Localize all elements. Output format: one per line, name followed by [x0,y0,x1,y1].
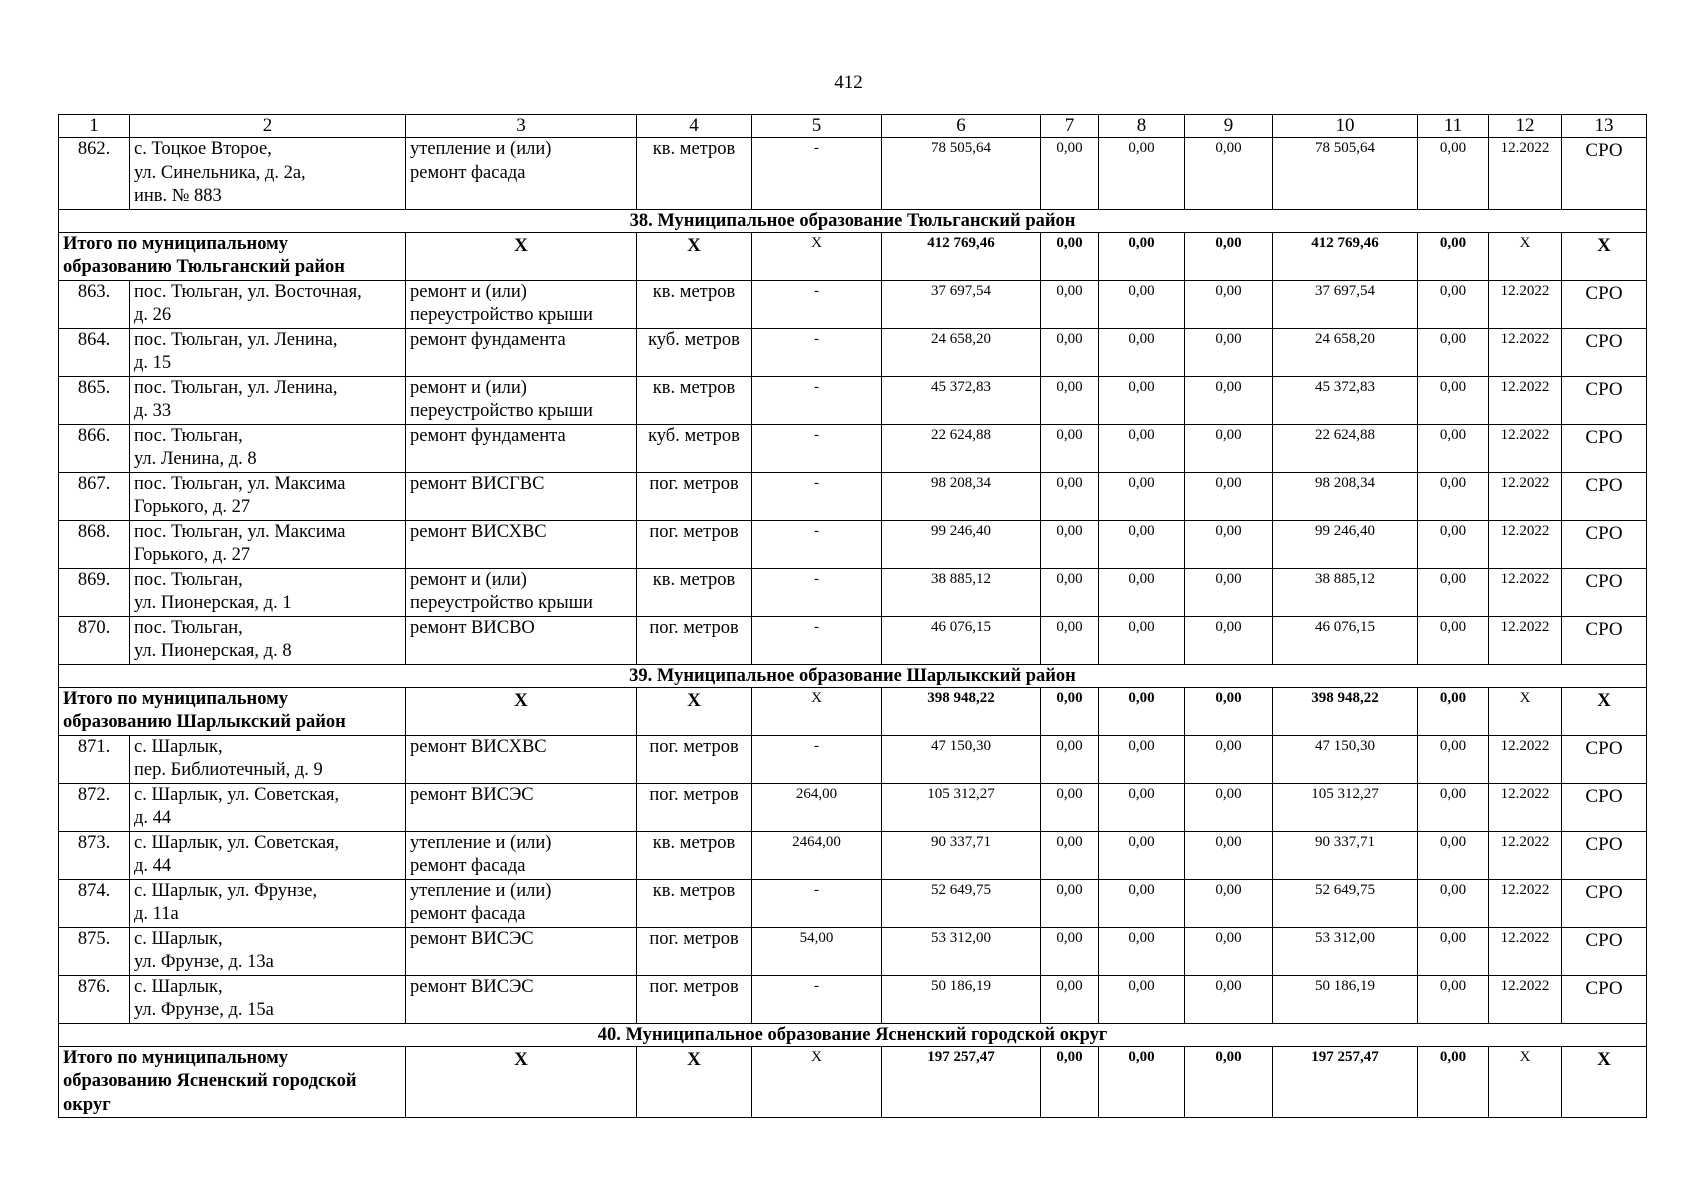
address-cell: с. Шарлык, ул. Фрунзе, д. 13а [130,927,406,975]
unit-cell: пог. метров [637,927,752,975]
quantity-cell: - [752,616,882,664]
quantity-cell: - [752,138,882,210]
completion-date-cell: 12.2022 [1489,328,1562,376]
column-number-8: 8 [1099,115,1185,138]
column-number-9: 9 [1185,115,1273,138]
total-col13: X [1562,687,1647,735]
total-cost-cell: 38 885,12 [882,568,1041,616]
completion-date-cell: 12.2022 [1489,472,1562,520]
column-number-12: 12 [1489,115,1562,138]
col9-cell: 0,00 [1185,328,1273,376]
total-label: Итого по муниципальному образованию Ясненский городской округ [59,1046,406,1118]
col9-cell: 0,00 [1185,568,1273,616]
col9-cell: 0,00 [1185,138,1273,210]
col10-cell: 105 312,27 [1273,783,1418,831]
column-number-row [59,115,1647,138]
col8-cell: 0,00 [1099,328,1185,376]
table-row [59,520,1647,568]
col10-cell: 50 186,19 [1273,975,1418,1023]
col9-cell: 0,00 [1185,616,1273,664]
unit-cell: пог. метров [637,472,752,520]
col10-cell: 98 208,34 [1273,472,1418,520]
total-col7: 0,00 [1041,232,1099,280]
col9-cell: 0,00 [1185,783,1273,831]
column-number-1: 1 [59,115,130,138]
quantity-cell: - [752,328,882,376]
address-cell: с. Шарлык, ул. Фрунзе, д. 15а [130,975,406,1023]
work-type-cell: ремонт ВИСЭС [406,975,637,1023]
col9-cell: 0,00 [1185,520,1273,568]
table-row [59,975,1647,1023]
column-number-11: 11 [1418,115,1489,138]
col9-cell: 0,00 [1185,735,1273,783]
unit-cell: кв. метров [637,138,752,210]
total-cost-cell: 47 150,30 [882,735,1041,783]
row-number: 868. [59,520,130,568]
address-cell: пос. Тюльган, ул. Ленина, д. 33 [130,376,406,424]
completion-date-cell: 12.2022 [1489,520,1562,568]
col10-cell: 78 505,64 [1273,138,1418,210]
table-row [59,472,1647,520]
table-row [59,735,1647,783]
organization-cell: СРО [1562,879,1647,927]
unit-cell: пог. метров [637,735,752,783]
table-row [59,376,1647,424]
row-number: 874. [59,879,130,927]
unit-cell: куб. метров [637,328,752,376]
table-row [59,879,1647,927]
col10-cell: 38 885,12 [1273,568,1418,616]
row-number: 871. [59,735,130,783]
section-title-row [59,1023,1647,1046]
quantity-cell: - [752,424,882,472]
quantity-cell: - [752,280,882,328]
col11-cell: 0,00 [1418,735,1489,783]
row-number: 865. [59,376,130,424]
col8-cell: 0,00 [1099,735,1185,783]
total-cost: 412 769,46 [882,232,1041,280]
table-row [59,783,1647,831]
row-number: 864. [59,328,130,376]
work-type-cell: ремонт и (или) переустройство крыши [406,376,637,424]
column-number-4: 4 [637,115,752,138]
column-number-7: 7 [1041,115,1099,138]
col8-cell: 0,00 [1099,376,1185,424]
total-col11: 0,00 [1418,1046,1489,1118]
total-col3: X [406,687,637,735]
col9-cell: 0,00 [1185,879,1273,927]
column-number-5: 5 [752,115,882,138]
col11-cell: 0,00 [1418,280,1489,328]
col8-cell: 0,00 [1099,472,1185,520]
quantity-cell: 2464,00 [752,831,882,879]
col10-cell: 47 150,30 [1273,735,1418,783]
total-col11: 0,00 [1418,232,1489,280]
col11-cell: 0,00 [1418,424,1489,472]
address-cell: пос. Тюльган, ул. Восточная, д. 26 [130,280,406,328]
work-type-cell: ремонт фундамента [406,424,637,472]
address-cell: пос. Тюльган, ул. Ленина, д. 15 [130,328,406,376]
total-col12: X [1489,1046,1562,1118]
total-col7: 0,00 [1041,1046,1099,1118]
total-cost-cell: 37 697,54 [882,280,1041,328]
col8-cell: 0,00 [1099,927,1185,975]
total-cost-cell: 22 624,88 [882,424,1041,472]
total-cost-cell: 24 658,20 [882,328,1041,376]
address-cell: с. Шарлык, пер. Библиотечный, д. 9 [130,735,406,783]
col11-cell: 0,00 [1418,328,1489,376]
completion-date-cell: 12.2022 [1489,280,1562,328]
total-cost-cell: 105 312,27 [882,783,1041,831]
total-cost-cell: 99 246,40 [882,520,1041,568]
completion-date-cell: 12.2022 [1489,424,1562,472]
address-cell: пос. Тюльган, ул. Пионерская, д. 8 [130,616,406,664]
col10-cell: 24 658,20 [1273,328,1418,376]
total-col3: X [406,232,637,280]
col8-cell: 0,00 [1099,520,1185,568]
row-number: 873. [59,831,130,879]
col10-cell: 52 649,75 [1273,879,1418,927]
total-col8: 0,00 [1099,687,1185,735]
work-type-cell: ремонт ВИСХВС [406,735,637,783]
col7-cell: 0,00 [1041,376,1099,424]
table-body [59,115,1647,1118]
table-row [59,927,1647,975]
row-number: 870. [59,616,130,664]
col9-cell: 0,00 [1185,376,1273,424]
total-col13: X [1562,1046,1647,1118]
table-row [59,424,1647,472]
quantity-cell: - [752,376,882,424]
completion-date-cell: 12.2022 [1489,568,1562,616]
col11-cell: 0,00 [1418,783,1489,831]
total-label: Итого по муниципальному образованию Шарлыкский район [59,687,406,735]
quantity-cell: - [752,520,882,568]
work-type-cell: ремонт и (или) переустройство крыши [406,568,637,616]
total-col13: X [1562,232,1647,280]
unit-cell: пог. метров [637,520,752,568]
work-type-cell: ремонт фундамента [406,328,637,376]
col8-cell: 0,00 [1099,568,1185,616]
unit-cell: пог. метров [637,975,752,1023]
page-number: 412 [834,72,863,93]
total-col10: 398 948,22 [1273,687,1418,735]
unit-cell: пог. метров [637,616,752,664]
work-type-cell: ремонт и (или) переустройство крыши [406,280,637,328]
col9-cell: 0,00 [1185,927,1273,975]
unit-cell: кв. метров [637,280,752,328]
col10-cell: 37 697,54 [1273,280,1418,328]
total-col8: 0,00 [1099,232,1185,280]
table-row [59,831,1647,879]
total-col5: X [752,1046,882,1118]
completion-date-cell: 12.2022 [1489,735,1562,783]
section-total-row [59,232,1647,280]
quantity-cell: - [752,879,882,927]
organization-cell: СРО [1562,735,1647,783]
total-cost-cell: 52 649,75 [882,879,1041,927]
col9-cell: 0,00 [1185,472,1273,520]
col7-cell: 0,00 [1041,472,1099,520]
col11-cell: 0,00 [1418,138,1489,210]
total-cost: 197 257,47 [882,1046,1041,1118]
col7-cell: 0,00 [1041,328,1099,376]
col8-cell: 0,00 [1099,424,1185,472]
organization-cell: СРО [1562,280,1647,328]
capital-repair-table [58,114,1647,1118]
col8-cell: 0,00 [1099,616,1185,664]
col7-cell: 0,00 [1041,975,1099,1023]
col11-cell: 0,00 [1418,831,1489,879]
col7-cell: 0,00 [1041,424,1099,472]
address-cell: с. Шарлык, ул. Советская, д. 44 [130,783,406,831]
col7-cell: 0,00 [1041,616,1099,664]
column-number-6: 6 [882,115,1041,138]
column-number-2: 2 [130,115,406,138]
total-col9: 0,00 [1185,232,1273,280]
total-col7: 0,00 [1041,687,1099,735]
address-cell: с. Шарлык, ул. Советская, д. 44 [130,831,406,879]
col7-cell: 0,00 [1041,520,1099,568]
row-number: 875. [59,927,130,975]
quantity-cell: 264,00 [752,783,882,831]
unit-cell: куб. метров [637,424,752,472]
row-number: 863. [59,280,130,328]
row-number: 876. [59,975,130,1023]
address-cell: пос. Тюльган, ул. Ленина, д. 8 [130,424,406,472]
organization-cell: СРО [1562,568,1647,616]
work-type-cell: утепление и (или) ремонт фасада [406,831,637,879]
unit-cell: пог. метров [637,783,752,831]
total-cost: 398 948,22 [882,687,1041,735]
address-cell: с. Шарлык, ул. Фрунзе, д. 11а [130,879,406,927]
work-type-cell: утепление и (или) ремонт фасада [406,879,637,927]
total-col9: 0,00 [1185,1046,1273,1118]
work-type-cell: утепление и (или) ремонт фасада [406,138,637,210]
table-row [59,328,1647,376]
completion-date-cell: 12.2022 [1489,879,1562,927]
address-cell: пос. Тюльган, ул. Максима Горького, д. 27 [130,520,406,568]
total-col5: X [752,232,882,280]
total-cost-cell: 53 312,00 [882,927,1041,975]
col11-cell: 0,00 [1418,927,1489,975]
organization-cell: СРО [1562,328,1647,376]
section-title: 38. Муниципальное образование Тюльганский район [59,209,1647,232]
col7-cell: 0,00 [1041,927,1099,975]
organization-cell: СРО [1562,927,1647,975]
total-col10: 197 257,47 [1273,1046,1418,1118]
column-number-13: 13 [1562,115,1647,138]
col8-cell: 0,00 [1099,280,1185,328]
total-col4: X [637,1046,752,1118]
unit-cell: кв. метров [637,568,752,616]
address-cell: пос. Тюльган, ул. Пионерская, д. 1 [130,568,406,616]
col10-cell: 22 624,88 [1273,424,1418,472]
address-cell: пос. Тюльган, ул. Максима Горького, д. 27 [130,472,406,520]
col7-cell: 0,00 [1041,783,1099,831]
row-number: 866. [59,424,130,472]
completion-date-cell: 12.2022 [1489,831,1562,879]
col10-cell: 90 337,71 [1273,831,1418,879]
col11-cell: 0,00 [1418,520,1489,568]
organization-cell: СРО [1562,831,1647,879]
total-col5: X [752,687,882,735]
col8-cell: 0,00 [1099,831,1185,879]
unit-cell: кв. метров [637,831,752,879]
col8-cell: 0,00 [1099,783,1185,831]
work-type-cell: ремонт ВИСГВС [406,472,637,520]
col9-cell: 0,00 [1185,831,1273,879]
unit-cell: кв. метров [637,376,752,424]
section-title: 39. Муниципальное образование Шарлыкский район [59,664,1647,687]
row-number: 862. [59,138,130,210]
work-type-cell: ремонт ВИСЭС [406,783,637,831]
col7-cell: 0,00 [1041,735,1099,783]
completion-date-cell: 12.2022 [1489,616,1562,664]
total-label: Итого по муниципальному образованию Тюльганский район [59,232,406,280]
section-total-row [59,687,1647,735]
work-type-cell: ремонт ВИСХВС [406,520,637,568]
col7-cell: 0,00 [1041,568,1099,616]
total-cost-cell: 45 372,83 [882,376,1041,424]
total-cost-cell: 46 076,15 [882,616,1041,664]
completion-date-cell: 12.2022 [1489,376,1562,424]
row-number: 872. [59,783,130,831]
organization-cell: СРО [1562,783,1647,831]
section-title: 40. Муниципальное образование Ясненский городской округ [59,1023,1647,1046]
column-number-3: 3 [406,115,637,138]
col11-cell: 0,00 [1418,376,1489,424]
col7-cell: 0,00 [1041,831,1099,879]
total-col11: 0,00 [1418,687,1489,735]
quantity-cell: - [752,472,882,520]
total-cost-cell: 50 186,19 [882,975,1041,1023]
table-row [59,280,1647,328]
total-col4: X [637,687,752,735]
col11-cell: 0,00 [1418,568,1489,616]
quantity-cell: 54,00 [752,927,882,975]
organization-cell: СРО [1562,975,1647,1023]
total-col12: X [1489,232,1562,280]
row-number: 869. [59,568,130,616]
section-title-row [59,209,1647,232]
organization-cell: СРО [1562,376,1647,424]
completion-date-cell: 12.2022 [1489,138,1562,210]
total-col12: X [1489,687,1562,735]
quantity-cell: - [752,975,882,1023]
col9-cell: 0,00 [1185,424,1273,472]
col9-cell: 0,00 [1185,975,1273,1023]
quantity-cell: - [752,735,882,783]
organization-cell: СРО [1562,616,1647,664]
unit-cell: кв. метров [637,879,752,927]
table-row [59,138,1647,210]
col10-cell: 99 246,40 [1273,520,1418,568]
completion-date-cell: 12.2022 [1489,975,1562,1023]
col8-cell: 0,00 [1099,138,1185,210]
table-row [59,616,1647,664]
table-row [59,568,1647,616]
col7-cell: 0,00 [1041,280,1099,328]
col10-cell: 45 372,83 [1273,376,1418,424]
total-cost-cell: 78 505,64 [882,138,1041,210]
quantity-cell: - [752,568,882,616]
total-col10: 412 769,46 [1273,232,1418,280]
col11-cell: 0,00 [1418,975,1489,1023]
address-cell: с. Тоцкое Второе, ул. Синельника, д. 2а, инв. № 883 [130,138,406,210]
organization-cell: СРО [1562,424,1647,472]
completion-date-cell: 12.2022 [1489,783,1562,831]
col11-cell: 0,00 [1418,472,1489,520]
col8-cell: 0,00 [1099,975,1185,1023]
organization-cell: СРО [1562,138,1647,210]
col8-cell: 0,00 [1099,879,1185,927]
col11-cell: 0,00 [1418,879,1489,927]
work-type-cell: ремонт ВИСВО [406,616,637,664]
total-col8: 0,00 [1099,1046,1185,1118]
total-col9: 0,00 [1185,687,1273,735]
col9-cell: 0,00 [1185,280,1273,328]
total-col3: X [406,1046,637,1118]
col7-cell: 0,00 [1041,138,1099,210]
work-type-cell: ремонт ВИСЭС [406,927,637,975]
organization-cell: СРО [1562,520,1647,568]
completion-date-cell: 12.2022 [1489,927,1562,975]
col10-cell: 46 076,15 [1273,616,1418,664]
row-number: 867. [59,472,130,520]
col11-cell: 0,00 [1418,616,1489,664]
column-number-10: 10 [1273,115,1418,138]
total-cost-cell: 98 208,34 [882,472,1041,520]
col7-cell: 0,00 [1041,879,1099,927]
section-title-row [59,664,1647,687]
section-total-row [59,1046,1647,1118]
total-cost-cell: 90 337,71 [882,831,1041,879]
total-col4: X [637,232,752,280]
organization-cell: СРО [1562,472,1647,520]
col10-cell: 53 312,00 [1273,927,1418,975]
